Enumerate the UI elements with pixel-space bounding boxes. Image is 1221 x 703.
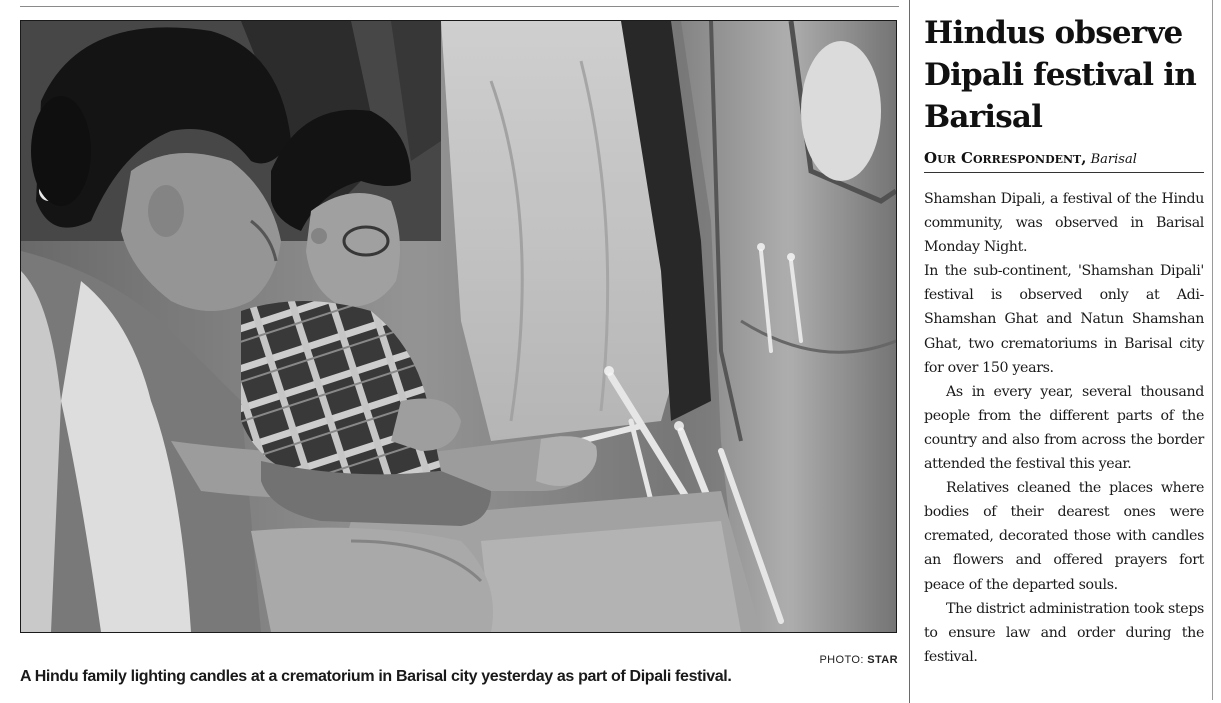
page-edge-rule [1212,0,1213,700]
news-photo [20,20,897,633]
photo-credit-source: STAR [867,654,898,666]
article-paragraph-5: The district administration took steps to ensure law and order during the festival. [924,600,1204,665]
photo-credit-prefix: PHOTO: [819,654,868,666]
photo-icon [21,21,896,632]
column-divider [909,0,910,703]
top-rule [20,6,899,7]
photo-caption: A Hindu family lighting candles at a crematorium in Barisal city yesterday as part of Dipali festival. [20,668,732,685]
article-paragraph-3: As in every year, several thousand people from the different parts of the country and also from across the border attended the festival this year. [924,383,1204,473]
article-paragraph-2: In the sub-continent, 'Shamshan Dipali' festival is observed only at Adi-Shamshan Ghat and Natun Shamshan Ghat, two crematoriums in Barisal city for over 150 years. [924,263,1204,376]
byline-place: Barisal [1090,152,1137,167]
byline [924,149,1206,167]
photo-credit [780,654,898,666]
byline-name: Our Correspondent, [924,149,1087,167]
article-body [924,187,1204,669]
headline: Hindus observe Dipali festival in Barisal [924,15,1196,135]
article-paragraph-1: Shamshan Dipali, a festival of the Hindu community, was observed in Barisal Monday Night. [924,191,1204,256]
byline-rule [924,172,1204,173]
article-paragraph-4: Relatives cleaned the places where bodies of their dearest ones were cremated, decorated those with candles an flowers and offered prayers fort peace of the departed souls. [924,480,1204,593]
